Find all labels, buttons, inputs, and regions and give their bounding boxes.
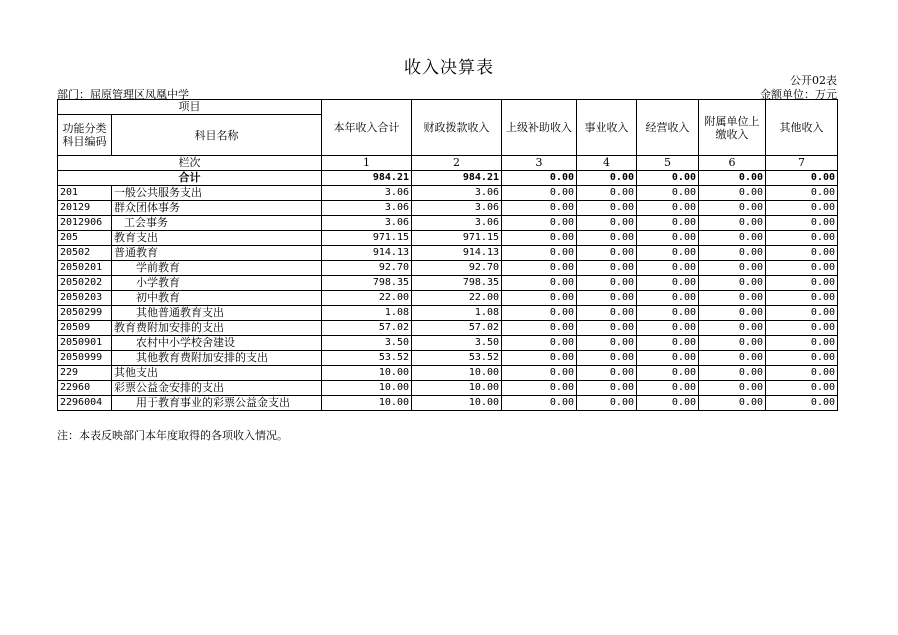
table-row: [58, 351, 838, 366]
amount-cell: 914.13: [322, 246, 412, 261]
subject-name-cell: 普通教育: [112, 246, 322, 261]
func-code-cell: 2050202: [58, 276, 112, 291]
total-value: 0.00: [699, 171, 766, 186]
amount-unit-label: 金额单位：万元: [760, 88, 837, 101]
subject-name-cell: 工会事务: [112, 216, 322, 231]
header-col-2: 财政拨款收入: [412, 100, 502, 156]
amount-cell: 0.00: [577, 336, 637, 351]
header-col-5: 经营收入: [637, 100, 699, 156]
amount-cell: 0.00: [766, 321, 838, 336]
amount-cell: 0.00: [577, 246, 637, 261]
amount-cell: 0.00: [637, 201, 699, 216]
report-number: 公开02表: [790, 74, 837, 87]
amount-cell: 22.00: [322, 291, 412, 306]
income-table: [57, 99, 838, 411]
subject-name-cell: 用于教育事业的彩票公益金支出: [112, 396, 322, 411]
amount-cell: 0.00: [637, 261, 699, 276]
header-func-code: 功能分类科目编码: [58, 115, 112, 156]
amount-cell: 0.00: [637, 276, 699, 291]
amount-cell: 92.70: [412, 261, 502, 276]
amount-cell: 0.00: [577, 381, 637, 396]
amount-cell: 0.00: [637, 351, 699, 366]
amount-cell: 914.13: [412, 246, 502, 261]
subject-name-cell: 农村中小学校舍建设: [112, 336, 322, 351]
amount-cell: 3.06: [322, 201, 412, 216]
amount-cell: 0.00: [502, 291, 577, 306]
subject-name-cell: 教育支出: [112, 231, 322, 246]
table-row: [58, 261, 838, 276]
total-value: 0.00: [637, 171, 699, 186]
func-code-cell: 2296004: [58, 396, 112, 411]
page-title: 收入决算表: [404, 58, 494, 78]
amount-cell: 0.00: [502, 276, 577, 291]
total-value: 0.00: [577, 171, 637, 186]
amount-cell: 0.00: [502, 396, 577, 411]
total-value: 984.21: [412, 171, 502, 186]
subject-name-cell: 教育费附加安排的支出: [112, 321, 322, 336]
subject-name-cell: 其他教育费附加安排的支出: [112, 351, 322, 366]
amount-cell: 0.00: [577, 276, 637, 291]
amount-cell: 0.00: [766, 396, 838, 411]
amount-cell: 798.35: [412, 276, 502, 291]
col-index-7: 7: [766, 156, 838, 171]
amount-cell: 0.00: [577, 396, 637, 411]
amount-cell: 0.00: [502, 246, 577, 261]
amount-cell: 10.00: [412, 396, 502, 411]
amount-cell: 0.00: [502, 366, 577, 381]
amount-cell: 0.00: [502, 201, 577, 216]
table-row: [58, 276, 838, 291]
amount-cell: 0.00: [766, 231, 838, 246]
amount-cell: 0.00: [577, 231, 637, 246]
amount-cell: 0.00: [637, 186, 699, 201]
table-row: [58, 291, 838, 306]
table-row: [58, 216, 838, 231]
amount-cell: 3.06: [322, 216, 412, 231]
header-col-4: 事业收入: [577, 100, 637, 156]
amount-cell: 0.00: [637, 216, 699, 231]
amount-cell: 3.06: [322, 186, 412, 201]
amount-cell: 0.00: [637, 336, 699, 351]
func-code-cell: 20129: [58, 201, 112, 216]
table-row: [58, 381, 838, 396]
amount-cell: 10.00: [412, 381, 502, 396]
amount-cell: 22.00: [412, 291, 502, 306]
func-code-cell: 229: [58, 366, 112, 381]
subject-name-cell: 一般公共服务支出: [112, 186, 322, 201]
amount-cell: 0.00: [699, 396, 766, 411]
amount-cell: 3.06: [412, 216, 502, 231]
subject-name-cell: 群众团体事务: [112, 201, 322, 216]
amount-cell: 0.00: [699, 321, 766, 336]
amount-cell: 971.15: [322, 231, 412, 246]
amount-cell: 0.00: [502, 186, 577, 201]
amount-cell: 971.15: [412, 231, 502, 246]
amount-cell: 0.00: [577, 321, 637, 336]
subject-name-cell: 学前教育: [112, 261, 322, 276]
amount-cell: 0.00: [577, 186, 637, 201]
amount-cell: 3.06: [412, 186, 502, 201]
amount-cell: 0.00: [577, 261, 637, 276]
table-row: [58, 186, 838, 201]
amount-cell: 0.00: [699, 336, 766, 351]
amount-cell: 0.00: [637, 396, 699, 411]
amount-cell: 0.00: [699, 381, 766, 396]
amount-cell: 10.00: [322, 381, 412, 396]
amount-cell: 0.00: [637, 381, 699, 396]
total-value: 0.00: [502, 171, 577, 186]
col-index-3: 3: [502, 156, 577, 171]
header-col-6: 附属单位上缴收入: [699, 100, 766, 156]
amount-cell: 92.70: [322, 261, 412, 276]
func-code-cell: 2050299: [58, 306, 112, 321]
amount-cell: 0.00: [577, 216, 637, 231]
subject-name-cell: 彩票公益金安排的支出: [112, 381, 322, 396]
subject-name-cell: 初中教育: [112, 291, 322, 306]
col-index-6: 6: [699, 156, 766, 171]
func-code-cell: 201: [58, 186, 112, 201]
amount-cell: 0.00: [637, 366, 699, 381]
func-code-cell: 2050901: [58, 336, 112, 351]
amount-cell: 10.00: [322, 366, 412, 381]
amount-cell: 53.52: [412, 351, 502, 366]
amount-cell: 57.02: [322, 321, 412, 336]
col-index-2: 2: [412, 156, 502, 171]
amount-cell: 0.00: [699, 261, 766, 276]
table-row: [58, 246, 838, 261]
amount-cell: 0.00: [766, 291, 838, 306]
header-col-1: 本年收入合计: [322, 100, 412, 156]
amount-cell: 0.00: [502, 216, 577, 231]
header-col-3: 上级补助收入: [502, 100, 577, 156]
amount-cell: 0.00: [699, 366, 766, 381]
header-subject-name: 科目名称: [112, 115, 322, 156]
amount-cell: 0.00: [699, 306, 766, 321]
amount-cell: 0.00: [766, 306, 838, 321]
amount-cell: 0.00: [766, 366, 838, 381]
amount-cell: 0.00: [577, 306, 637, 321]
amount-cell: 10.00: [412, 366, 502, 381]
footnote: 注：本表反映部门本年度取得的各项收入情况。: [57, 429, 288, 442]
amount-cell: 1.08: [322, 306, 412, 321]
amount-cell: 0.00: [766, 186, 838, 201]
amount-cell: 798.35: [322, 276, 412, 291]
amount-cell: 0.00: [766, 216, 838, 231]
subject-name-cell: 其他普通教育支出: [112, 306, 322, 321]
header-col-7: 其他收入: [766, 100, 838, 156]
department-label: 部门：屈原管理区凤凰中学: [57, 88, 189, 101]
amount-cell: 0.00: [502, 321, 577, 336]
func-code-cell: 2050201: [58, 261, 112, 276]
amount-cell: 0.00: [699, 351, 766, 366]
subject-name-cell: 其他支出: [112, 366, 322, 381]
table-row: [58, 336, 838, 351]
amount-cell: 0.00: [766, 201, 838, 216]
amount-cell: 0.00: [766, 246, 838, 261]
table-row: [58, 231, 838, 246]
amount-cell: 0.00: [637, 306, 699, 321]
amount-cell: 0.00: [766, 261, 838, 276]
subject-name-cell: 小学教育: [112, 276, 322, 291]
col-index-1: 1: [322, 156, 412, 171]
amount-cell: 0.00: [577, 366, 637, 381]
amount-cell: 57.02: [412, 321, 502, 336]
amount-cell: 0.00: [502, 381, 577, 396]
amount-cell: 3.06: [412, 201, 502, 216]
func-code-cell: 2050203: [58, 291, 112, 306]
table-row: [58, 396, 838, 411]
func-code-cell: 205: [58, 231, 112, 246]
amount-cell: 3.50: [322, 336, 412, 351]
total-value: 984.21: [322, 171, 412, 186]
amount-cell: 0.00: [699, 291, 766, 306]
table-row: [58, 366, 838, 381]
amount-cell: 0.00: [577, 351, 637, 366]
total-row: [58, 171, 838, 186]
total-value: 0.00: [766, 171, 838, 186]
amount-cell: 0.00: [502, 351, 577, 366]
amount-cell: 0.00: [577, 291, 637, 306]
amount-cell: 0.00: [766, 336, 838, 351]
amount-cell: 0.00: [766, 381, 838, 396]
table-row: [58, 201, 838, 216]
func-code-cell: 2050999: [58, 351, 112, 366]
header-item: 项目: [58, 100, 322, 115]
func-code-cell: 20502: [58, 246, 112, 261]
col-index-4: 4: [577, 156, 637, 171]
amount-cell: 1.08: [412, 306, 502, 321]
func-code-cell: 22960: [58, 381, 112, 396]
amount-cell: 0.00: [502, 306, 577, 321]
amount-cell: 0.00: [637, 321, 699, 336]
table-row: [58, 321, 838, 336]
amount-cell: 0.00: [699, 201, 766, 216]
func-code-cell: 20509: [58, 321, 112, 336]
total-label: 合计: [58, 171, 322, 186]
amount-cell: 0.00: [637, 231, 699, 246]
amount-cell: 10.00: [322, 396, 412, 411]
amount-cell: 0.00: [766, 351, 838, 366]
table-row: [58, 306, 838, 321]
col-index-5: 5: [637, 156, 699, 171]
amount-cell: 0.00: [577, 201, 637, 216]
amount-cell: 0.00: [699, 186, 766, 201]
amount-cell: 53.52: [322, 351, 412, 366]
header-col-index-label: 栏次: [58, 156, 322, 171]
amount-cell: 0.00: [637, 246, 699, 261]
func-code-cell: 2012906: [58, 216, 112, 231]
amount-cell: 0.00: [502, 336, 577, 351]
amount-cell: 0.00: [502, 261, 577, 276]
amount-cell: 0.00: [766, 276, 838, 291]
amount-cell: 0.00: [699, 276, 766, 291]
amount-cell: 0.00: [699, 246, 766, 261]
amount-cell: 0.00: [699, 216, 766, 231]
amount-cell: 3.50: [412, 336, 502, 351]
amount-cell: 0.00: [637, 291, 699, 306]
amount-cell: 0.00: [699, 231, 766, 246]
amount-cell: 0.00: [502, 231, 577, 246]
